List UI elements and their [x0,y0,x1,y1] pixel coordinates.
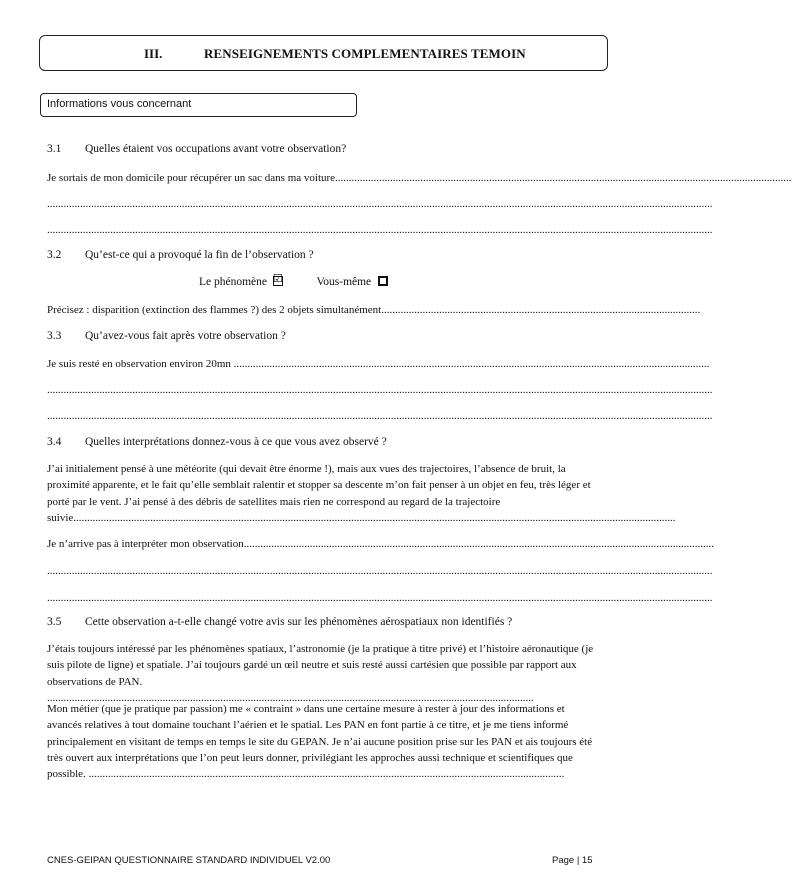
section-title-box [39,35,608,71]
answer-line: Je n’arrive pas à interpréter mon observation........................................................................................................................................................................... [47,538,714,550]
answer-line: Je suis resté en observation environ 20mn ............................................................................................................................................................................. [47,358,710,370]
answer-text: J’ai initialement pensé à une météorite (qui devait être énorme !), mais aux vues des trajectoires, l’absence de bruit, la proximité apparente, et le fait qu’elle semblait ralentir et stopper sa descente m’on fait penser à un objet en feu, très léger et porté par le vent. J’ai pensé à des débris de satellites mais rien ne correspond au regard de la trajectoire suivie [47,463,591,524]
blank-answer-line: .................................................................................................................................................................................................................................................. [47,592,713,604]
question-number: 3.1 [47,143,62,155]
answer-text: Je suis resté en observation environ 20mn [47,358,231,370]
option-vous-meme-checkbox[interactable] [378,276,388,286]
answer-text: J’étais toujours intéressé par les phénomènes spatiaux, l’astronomie (je la pratique à titre privé) et l’histoire aéronautique (je suis pilote de ligne) et spatiale. J’ai toujours gardé un œil neutre et suis resté aussi cartésien que possible par rapport aux observations de PAN. [47,643,594,688]
answer-text: Je sortais de mon domicile pour récupérer un sac dans ma voiture. [47,172,338,184]
answer-line: Précisez : disparition (extinction des flammes ?) des 2 objets simultanément.................................................................................................................... [47,304,701,316]
footer-document-id: CNES-GEIPAN QUESTIONNAIRE STANDARD INDIVIDUEL V2.00 [47,855,331,866]
section-number: III. [144,46,163,61]
blank-answer-line: .................................................................................................................................................................................................................................................. [47,410,713,422]
question-number: 3.5 [47,616,62,628]
footer-page-number: Page | 15 [552,855,593,866]
answer-paragraph: J’ai initialement pensé à une météorite (qui devait être énorme !), mais aux vues des trajectoires, l’absence de bruit, la proximité apparente, et le fait qu’elle semblait ralentir et stopper sa descente m’on fait penser à un objet en feu, très léger et porté par le vent. J’ai pensé à des débris de satellites mais rien ne correspond au regard de la trajectoire suivie........................................................................................................................................................................................................................... [47,463,676,524]
question-number: 3.4 [47,436,62,448]
answer-line: Je sortais de mon domicile pour récupérer un sac dans ma voiture...................................................................................................................................................................... [47,172,792,184]
blank-answer-line: .................................................................................................................................................................................................................................................. [47,224,713,236]
option-vous-meme-label: Vous-même [316,276,372,288]
question-number: 3.2 [47,249,62,261]
answer-paragraph: J’étais toujours intéressé par les phénomènes spatiaux, l’astronomie (je la pratique à titre privé) et l’histoire aéronautique (je suis pilote de ligne) et spatiale. J’ai toujours gardé un œil neutre et suis resté aussi cartésien que possible par rapport aux observations de PAN. ................................................................................................................................................................................. [47,643,594,704]
blank-answer-line: .................................................................................................................................................................................................................................................. [47,565,713,577]
option-phenomene-label: Le phénomène [199,276,268,288]
question-text: Cette observation a-t-elle changé votre avis sur les phénomènes aérospatiaux non identifiés ? [85,616,513,628]
subsection-box [40,93,357,117]
question-number: 3.3 [47,330,62,342]
answer-text: Mon métier (que je pratique par passion) me « contraint » dans une certaine mesure à rester à jour des informations et avancés relatives à tout domaine touchant l’aérien et le spatial. Les PAN en font partie à ce titre, et je me tiens informé principalement en visitant de temps en temps le site du GEPAN. Je n’ai aucune position prise sur les PAN et ais toujours été très ouvert aux interprétations que l’on peut leurs donner, privilégiant les approches aussi technique et scientifiques que possible. [47,703,593,781]
subsection-title: Informations vous concernant [47,98,192,110]
answer-text: Précisez : disparition (extinction des flammes ?) des 2 objets simultanément [47,304,382,316]
blank-answer-line: .................................................................................................................................................................................................................................................. [47,198,713,210]
question-text: Quelles étaient vos occupations avant votre observation? [85,143,347,155]
question-text: Quelles interprétations donnez-vous à ce que vous avez observé ? [85,436,387,448]
question-text: Qu’est-ce qui a provoqué la fin de l’observation ? [85,249,314,261]
answer-paragraph: Mon métier (que je pratique par passion) me « contraint » dans une certaine mesure à rester à jour des informations et avancés relatives à tout domaine touchant l’aérien et le spatial. Les PAN en font partie à ce titre, et je me tiens informé principalement en visitant de temps en temps le site du GEPAN. Je n’ai aucune position prise sur les PAN et ais toujours été très ouvert aux interprétations que l’on peut leurs donner, privilégiant les approches aussi technique et scientifiques que possible. ............................................................................................................................................................................. [47,703,593,781]
option-phenomene-checkbox[interactable] [272,272,283,286]
question-text: Qu’avez-vous fait après votre observation ? [85,330,286,342]
section-title: RENSEIGNEMENTS COMPLEMENTAIRES TEMOIN [204,46,526,61]
checkmark-icon: ☑ [272,272,283,285]
blank-answer-line: .................................................................................................................................................................................................................................................. [47,384,713,396]
answer-text: Je n’arrive pas à interpréter mon observation [47,538,244,550]
end-cause-options [199,272,388,288]
